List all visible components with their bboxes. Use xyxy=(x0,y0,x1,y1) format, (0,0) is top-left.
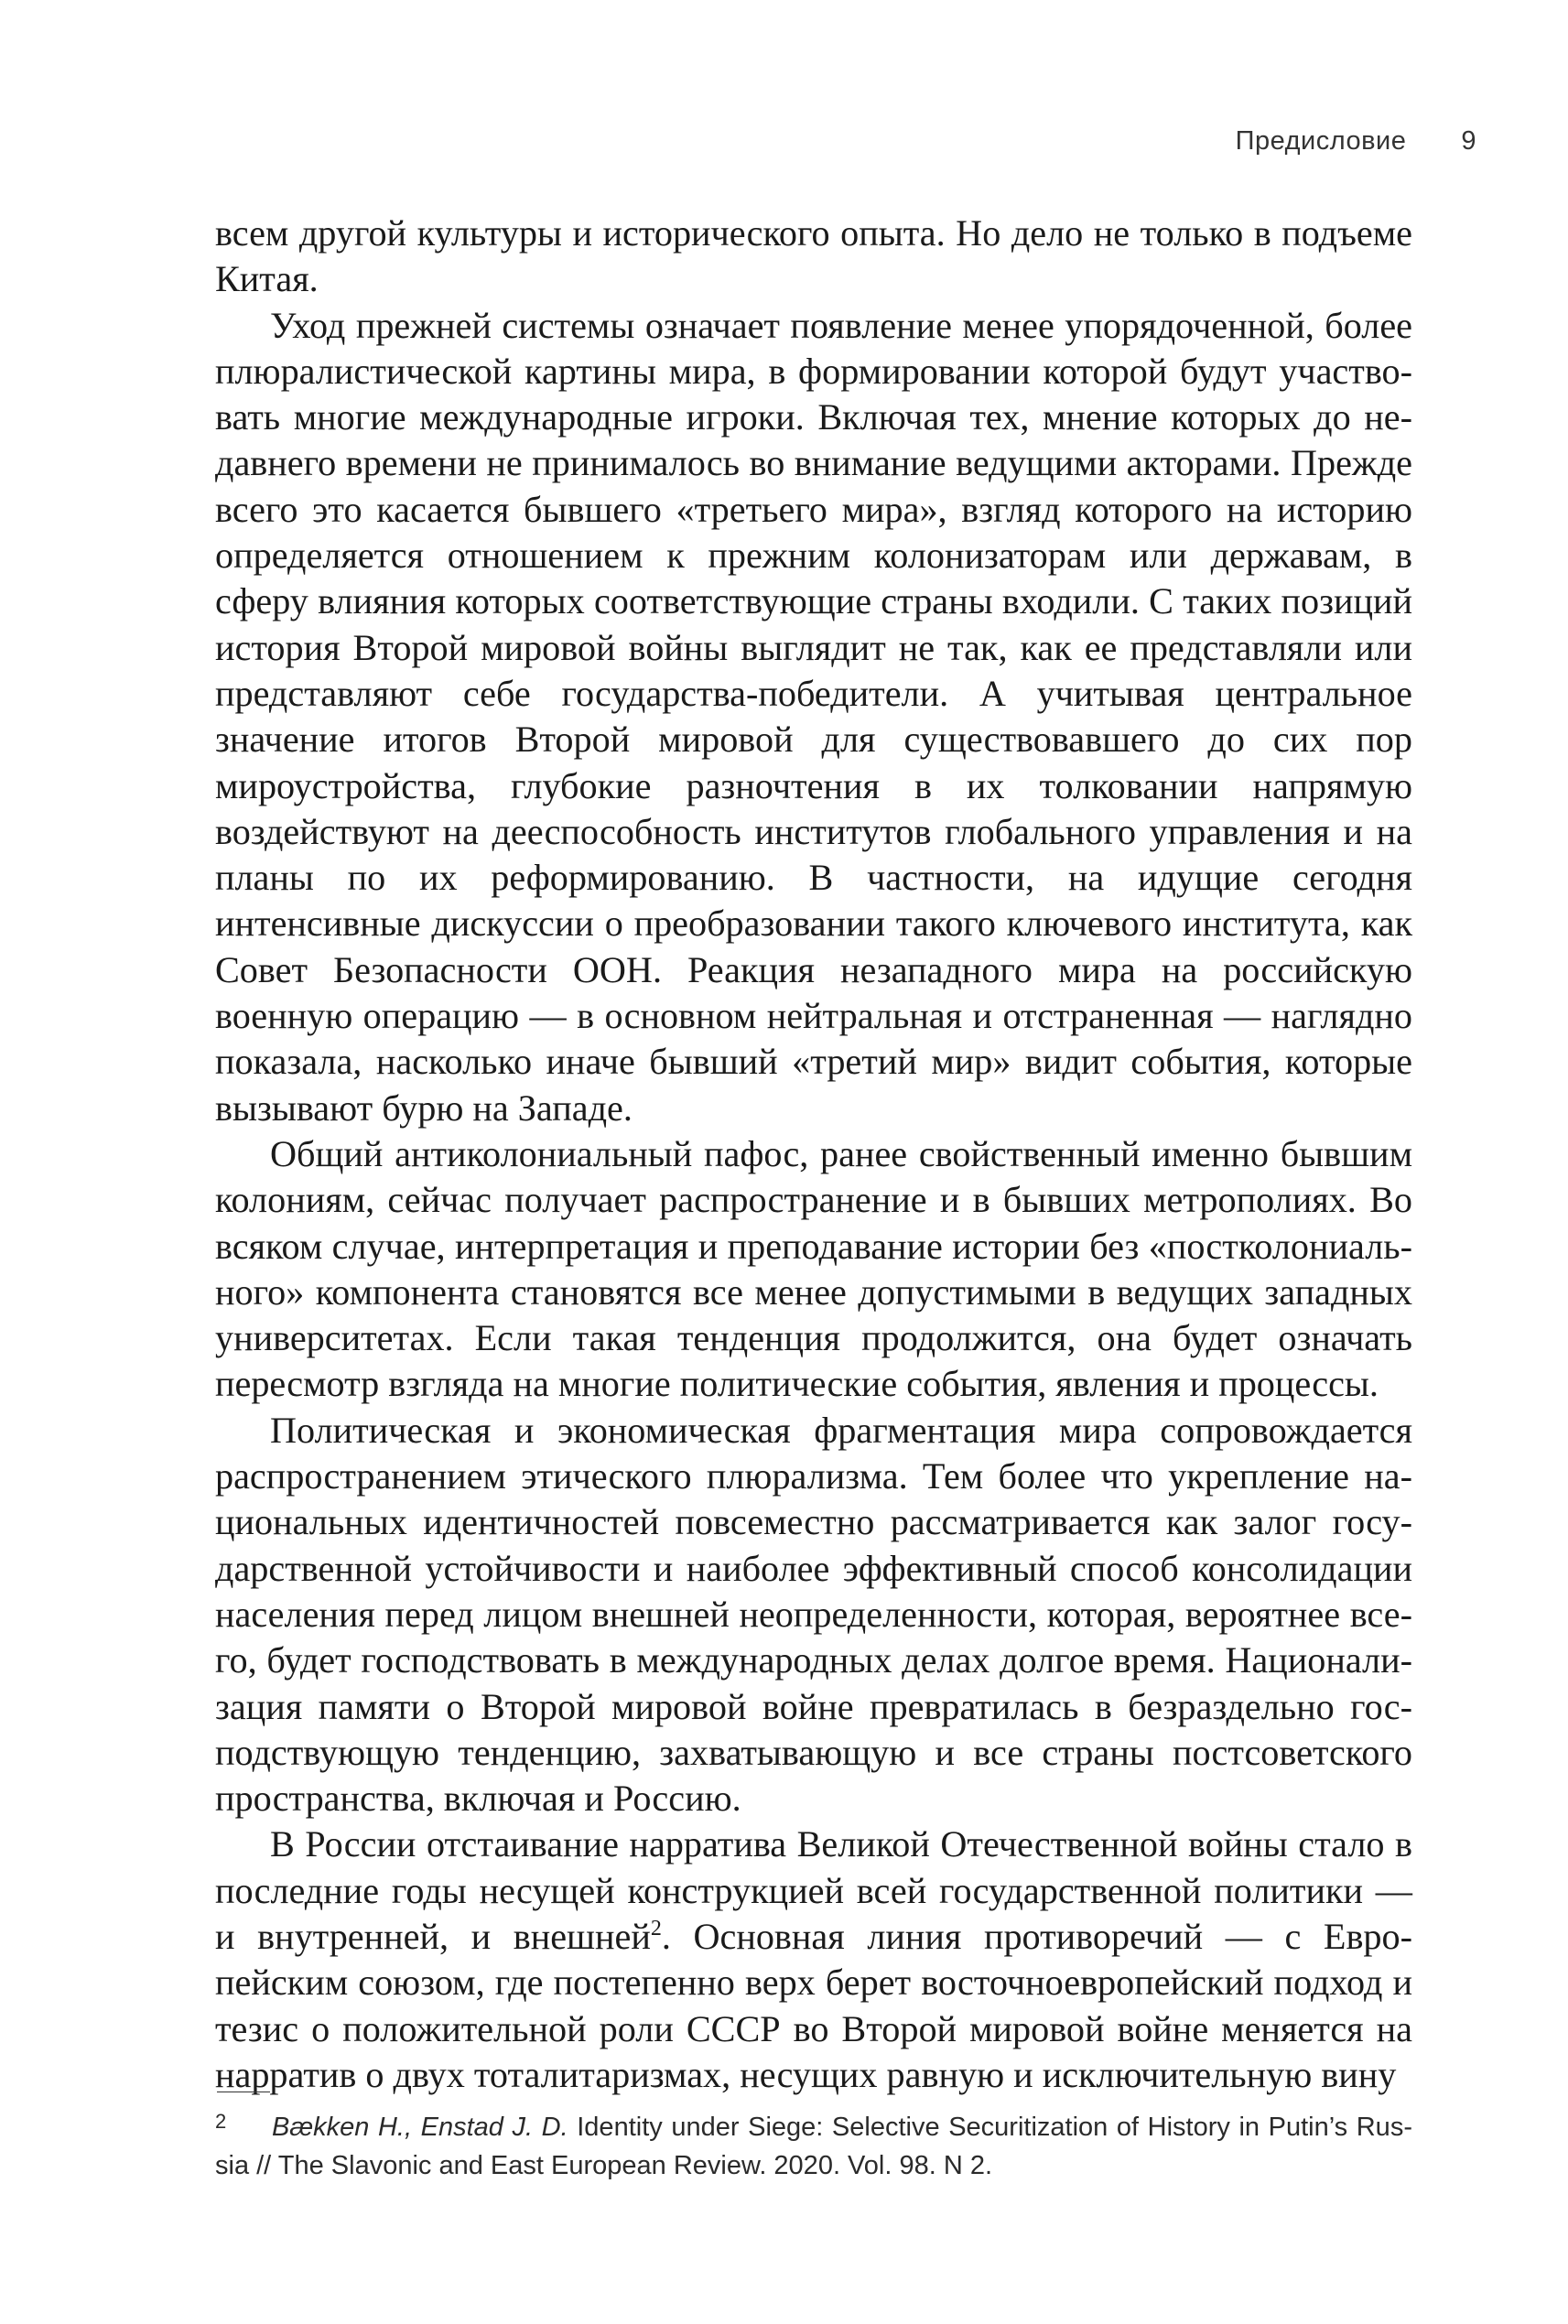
paragraph: Общий антиколониальный пафос, ранее свойственный именно бывшим колониям, сейчас получает распространение и в бывших метрополиях. Во всяком случае, интерпретация и преподавание истории без «постколониального» компонента становятся все менее допустимыми в ведущих западных университетах. Если такая тенденция продолжится, она будет означать пересмотр взгляда на многие политические события, явления и процессы. xyxy=(215,1132,1412,1405)
body-text xyxy=(215,211,1412,2098)
paragraph-text: В России отстаивание нарратива Великой Отечественной войны стало в последние годы несущей конструкцией всей государственной политики — и внутренней, и внешней xyxy=(215,1823,1412,1957)
footnote-text: Identity under Siege: Selective Securitization of History in Putin’s Russia // The Slavonic and East European Review. 2020. Vol. 98. N 2. xyxy=(215,2113,1412,2180)
paragraph: Политическая и экономическая фрагментация мира сопровождается распространением этического плюрализма. Тем более что укрепление национальных идентичностей повсеместно рассматривается как залог государственной устойчивости и наиболее эффективный способ консолидации населения перед лицом внешней неопределенности, которая, вероятнее всего, будет господствовать в международных делах долгое время. Национализация памяти о Второй мировой войне превратилась в безраздельно господствующую тенденцию, захватывающую и все страны постсоветского пространства, включая и Россию. xyxy=(215,1409,1412,1820)
paragraph: Уход прежней системы означает появление менее упорядоченной, более плюралистической картины мира, в формировании которой будут участвовать многие международные игроки. Включая тех, мнение которых до недавнего времени не принималось во внимание ведущими акторами. Прежде всего это касается бывшего «третьего мира», взгляд которого на историю определяется отношением к прежним колонизаторам или державам, в сферу влияния которых соответствующие страны входили. С таких позиций история Второй мировой войны выглядит не так, как ее представляли или представляют себе государства-победители. А учитывая центральное значение итогов Второй мировой для существовавшего до сих пор мироустройства, глубокие разночтения в их толковании напрямую воздействуют на дееспособность институтов глобального управления и на планы по их реформированию. В частности, на идущие сегодня интенсивные дискуссии о преобразовании такого ключевого института, как Совет Безопасности ООН. Реакция незападного мира на российскую военную операцию — в основном нейтральная и отстраненная — наглядно показала, насколько иначе бывший «третий мир» видит события, которые вызывают бурю на Западе. xyxy=(215,304,1412,1129)
footnotes xyxy=(215,2102,1412,2185)
running-head xyxy=(1236,126,1476,157)
paragraph-with-footnote-ref xyxy=(215,1821,1412,2098)
footnote-number: 2 xyxy=(215,2110,227,2133)
paragraph: всем другой культуры и исторического опыта. Но дело не только в подъеме Китая. xyxy=(215,212,1412,300)
page-number: 9 xyxy=(1461,126,1476,156)
running-head-section-title: Предисловие xyxy=(1235,126,1407,156)
footnote-reference[interactable]: 2 xyxy=(650,1916,662,1940)
paragraph-text: . Основная линия противоречий — с Европейским союзом, где постепенно верх берет восточноевропейский подход и тезис о положительной роли СССР во Второй мировой войне меняется на нарратив о двух тоталитаризмах, несущих равную и исключительную вину xyxy=(215,1915,1412,2095)
footnote xyxy=(215,2102,1412,2185)
footnote-authors: Bækken H., Enstad J. D. xyxy=(272,2113,568,2142)
